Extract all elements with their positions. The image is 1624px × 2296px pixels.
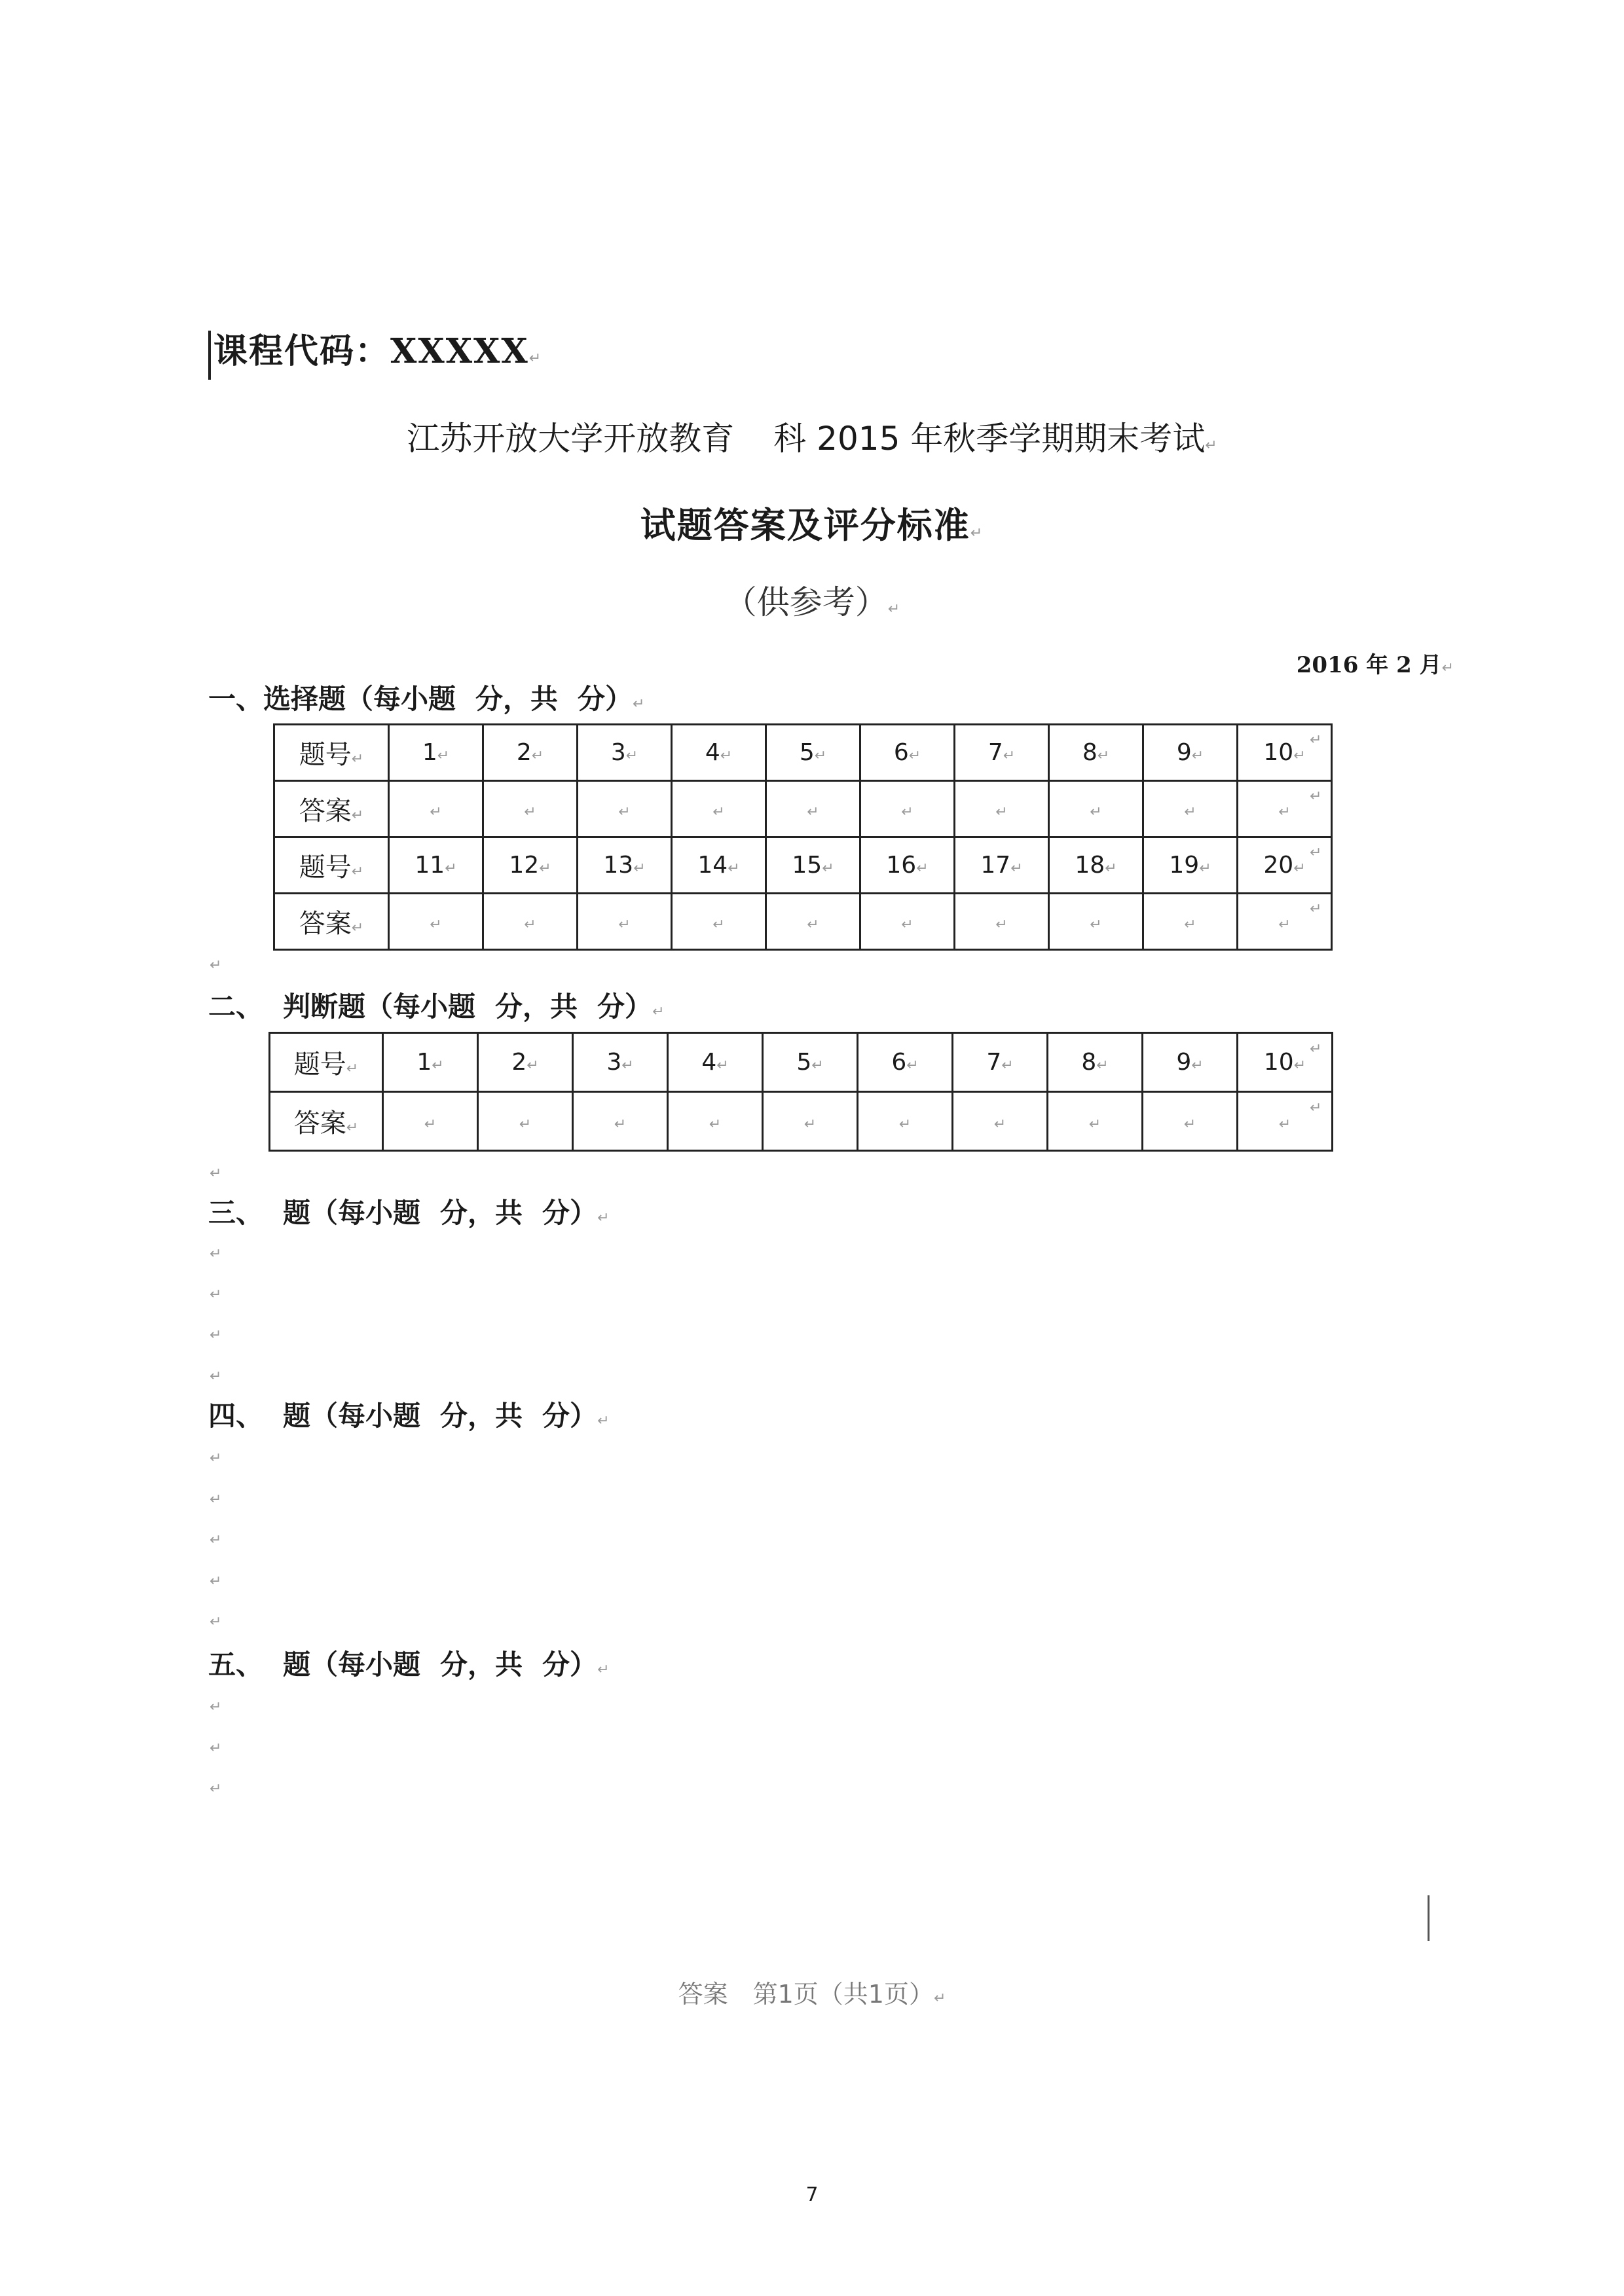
paragraph-mark: ↵ xyxy=(1010,860,1023,877)
paragraph-mark: ↵ xyxy=(1003,748,1016,764)
answer-cell[interactable] xyxy=(953,1092,1048,1151)
question-number: 12 xyxy=(509,852,540,879)
number-cell xyxy=(955,837,1049,894)
paragraph-mark: ↵ xyxy=(539,860,551,877)
row-end-mark: ↵ xyxy=(1310,1100,1322,1116)
number-cell xyxy=(478,1033,573,1092)
section-judge-label-b: 判断题（每小题 xyxy=(283,991,476,1023)
section-four-heading xyxy=(208,1398,610,1440)
reference-note xyxy=(0,576,1624,623)
paragraph-mark: ↵ xyxy=(995,917,1008,933)
question-number: 10 xyxy=(1263,1049,1294,1076)
question-number: 4 xyxy=(705,739,720,766)
section-five-heading xyxy=(208,1647,610,1688)
section-choice-score: 分，共 xyxy=(475,683,559,715)
paragraph-mark: ↵ xyxy=(424,1116,437,1133)
paragraph-mark: ↵ xyxy=(712,804,725,820)
paragraph-mark: ↵ xyxy=(916,860,929,877)
question-number: 18 xyxy=(1075,852,1105,879)
blank-line: ↵ xyxy=(210,1614,222,1630)
section-judge-score-end: 分） xyxy=(597,991,653,1023)
number-label-cell xyxy=(274,725,389,781)
question-number: 8 xyxy=(1082,739,1098,766)
section-three-label-b: 题（每小题 xyxy=(283,1197,421,1229)
question-number: 5 xyxy=(796,1049,812,1076)
answer-cell[interactable] xyxy=(578,894,672,950)
number-cell xyxy=(483,837,578,894)
section-three-score-end: 分） xyxy=(542,1197,598,1229)
course-code xyxy=(208,331,542,380)
paragraph-mark: ↵ xyxy=(901,804,913,820)
paragraph-mark: ↵ xyxy=(1293,748,1306,764)
paragraph-mark: ↵ xyxy=(597,1210,610,1226)
answer-label: 答案 xyxy=(299,796,352,826)
paragraph-mark: ↵ xyxy=(1097,748,1110,764)
paragraph-mark: ↵ xyxy=(633,696,645,712)
question-number: 11 xyxy=(415,852,445,879)
question-number: 9 xyxy=(1176,739,1192,766)
paragraph-mark: ↵ xyxy=(351,807,364,824)
school-line-part-a: 江苏开放大学开放教育 xyxy=(407,420,735,458)
paragraph-mark: ↵ xyxy=(346,1120,359,1136)
paragraph-mark: ↵ xyxy=(807,804,819,820)
answer-cell[interactable] xyxy=(483,781,578,837)
question-number: 8 xyxy=(1081,1049,1097,1076)
answer-cell[interactable] xyxy=(672,781,766,837)
answer-label: 答案 xyxy=(299,909,352,939)
section-three-score: 分，共 xyxy=(440,1197,523,1229)
number-cell xyxy=(578,837,672,894)
paragraph-mark: ↵ xyxy=(1441,660,1454,676)
paragraph-mark: ↵ xyxy=(1184,917,1196,933)
answer-cell[interactable] xyxy=(860,894,955,950)
paragraph-mark: ↵ xyxy=(625,748,638,764)
number-label-cell xyxy=(274,837,389,894)
paragraph-mark: ↵ xyxy=(720,748,733,764)
section-judge-label: 二、 xyxy=(208,991,264,1023)
paragraph-mark: ↵ xyxy=(346,1061,359,1077)
table-row xyxy=(274,725,1332,781)
number-cell xyxy=(860,837,955,894)
answer-cell[interactable] xyxy=(573,1092,668,1151)
paragraph-mark: ↵ xyxy=(901,917,913,933)
number-cell xyxy=(953,1033,1048,1092)
choice-answer-table xyxy=(273,723,1333,951)
answer-cell[interactable] xyxy=(766,894,860,950)
number-cell xyxy=(1143,837,1238,894)
table-row xyxy=(274,894,1332,950)
paragraph-mark: ↵ xyxy=(618,804,631,820)
paragraph-mark: ↵ xyxy=(933,1990,946,2007)
page-title-text: 试题答案及评分标准 xyxy=(640,504,970,546)
section-four-label-b: 题（每小题 xyxy=(283,1400,421,1432)
answer-cell[interactable] xyxy=(478,1092,573,1151)
section-three-label: 三、 xyxy=(208,1197,264,1229)
question-number: 16 xyxy=(886,852,917,879)
number-cell xyxy=(383,1033,478,1092)
question-number: 13 xyxy=(603,852,634,879)
number-cell xyxy=(672,725,766,781)
answer-cell[interactable] xyxy=(1143,781,1238,837)
paragraph-mark: ↵ xyxy=(614,1116,627,1133)
question-number: 9 xyxy=(1176,1049,1192,1076)
paragraph-mark: ↵ xyxy=(1191,748,1204,764)
row-end-mark: ↵ xyxy=(1310,788,1322,805)
paragraph-mark: ↵ xyxy=(898,1116,912,1133)
number-label: 题号 xyxy=(299,740,352,770)
answer-cell[interactable] xyxy=(1049,781,1143,837)
blank-line: ↵ xyxy=(210,1699,222,1715)
blank-line: ↵ xyxy=(210,1165,222,1182)
row-end-mark: ↵ xyxy=(1310,845,1322,861)
paragraph-mark: ↵ xyxy=(526,1057,539,1074)
paragraph-mark: ↵ xyxy=(528,350,543,367)
number-cell xyxy=(1143,1033,1238,1092)
paragraph-mark: ↵ xyxy=(445,860,457,877)
number-cell xyxy=(573,1033,668,1092)
paragraph-mark: ↵ xyxy=(1205,437,1217,454)
paragraph-mark: ↵ xyxy=(618,917,631,933)
paragraph-mark: ↵ xyxy=(728,860,740,877)
number-cell xyxy=(1049,725,1143,781)
section-four-score-end: 分） xyxy=(542,1400,598,1432)
paragraph-mark: ↵ xyxy=(1090,917,1102,933)
course-code-text: 课程代码：XXXXX xyxy=(213,331,529,371)
blank-line: ↵ xyxy=(210,1327,222,1343)
question-number: 15 xyxy=(792,852,822,879)
number-label: 题号 xyxy=(299,852,352,883)
number-cell xyxy=(668,1033,763,1092)
answer-cell[interactable] xyxy=(1143,894,1238,950)
text-cursor xyxy=(1428,1895,1430,1941)
section-five-score-end: 分） xyxy=(542,1649,598,1681)
section-judge-score: 分，共 xyxy=(495,991,578,1023)
question-number: 20 xyxy=(1263,852,1294,879)
paragraph-mark: ↵ xyxy=(597,1662,610,1678)
paragraph-mark: ↵ xyxy=(1090,804,1102,820)
reference-note-text: （供参考） xyxy=(724,583,888,621)
paragraph-mark: ↵ xyxy=(1184,804,1196,820)
question-number: 1 xyxy=(416,1049,432,1076)
answer-cell[interactable] xyxy=(763,1092,858,1151)
answer-cell[interactable] xyxy=(860,781,955,837)
page-title xyxy=(0,498,1624,548)
row-end-mark: ↵ xyxy=(1310,901,1322,917)
answer-label-cell xyxy=(270,1092,383,1151)
paragraph-mark: ↵ xyxy=(906,1057,919,1074)
section-choice-score-end: 分） xyxy=(578,683,633,715)
paragraph-mark: ↵ xyxy=(709,1116,722,1133)
number-cell xyxy=(389,837,483,894)
judge-answer-table xyxy=(268,1032,1333,1152)
blank-line: ↵ xyxy=(210,1491,222,1508)
section-five-score: 分，共 xyxy=(440,1649,523,1681)
blank-line: ↵ xyxy=(210,1450,222,1467)
paragraph-mark: ↵ xyxy=(822,860,834,877)
answer-cell[interactable] xyxy=(766,781,860,837)
section-choice-heading xyxy=(208,681,644,723)
answer-cell[interactable] xyxy=(955,894,1049,950)
paragraph-mark: ↵ xyxy=(519,1116,532,1133)
paragraph-mark: ↵ xyxy=(437,748,450,764)
question-number: 3 xyxy=(610,739,626,766)
paragraph-mark: ↵ xyxy=(351,864,364,880)
number-cell xyxy=(578,725,672,781)
paragraph-mark: ↵ xyxy=(1105,860,1117,877)
number-cell xyxy=(483,725,578,781)
section-four-score: 分，共 xyxy=(440,1400,523,1432)
paragraph-mark: ↵ xyxy=(633,860,646,877)
question-number: 6 xyxy=(893,739,909,766)
table-row xyxy=(274,781,1332,837)
paragraph-mark: ↵ xyxy=(712,917,725,933)
number-cell xyxy=(672,837,766,894)
paragraph-mark: ↵ xyxy=(1278,804,1291,820)
answer-cell[interactable] xyxy=(578,781,672,837)
blank-line: ↵ xyxy=(210,1740,222,1757)
section-four-label: 四、 xyxy=(208,1400,264,1432)
number-cell xyxy=(766,837,860,894)
number-cell xyxy=(763,1033,858,1092)
paragraph-mark: ↵ xyxy=(351,751,364,767)
question-number: 1 xyxy=(422,739,437,766)
paragraph-mark: ↵ xyxy=(811,1057,824,1074)
section-five-label: 五、 xyxy=(208,1649,264,1681)
answer-label: 答案 xyxy=(293,1108,346,1139)
row-end-mark: ↵ xyxy=(1310,732,1322,748)
answer-cell[interactable] xyxy=(955,781,1049,837)
number-label-cell xyxy=(270,1033,383,1092)
paragraph-mark: ↵ xyxy=(1293,860,1306,877)
paragraph-mark: ↵ xyxy=(597,1413,610,1429)
section-judge-heading xyxy=(208,989,665,1030)
exam-date-text: 2016 年 2 月 xyxy=(1296,652,1442,678)
page-number: 7 xyxy=(805,2183,819,2206)
paragraph-mark: ↵ xyxy=(531,748,544,764)
footer-text: 答案 第1页（共1页） xyxy=(678,1980,934,2009)
answer-cell[interactable] xyxy=(858,1092,953,1151)
table-row xyxy=(270,1033,1333,1092)
answer-cell[interactable] xyxy=(672,894,766,950)
paragraph-mark: ↵ xyxy=(716,1057,729,1074)
section-three-heading xyxy=(208,1195,610,1237)
paragraph-mark: ↵ xyxy=(351,920,364,936)
answer-cell[interactable] xyxy=(389,894,483,950)
paragraph-mark: ↵ xyxy=(970,525,984,541)
paragraph-mark: ↵ xyxy=(430,917,442,933)
paragraph-mark: ↵ xyxy=(887,601,900,617)
answer-cell[interactable] xyxy=(383,1092,478,1151)
paragraph-mark: ↵ xyxy=(432,1057,444,1074)
paragraph-mark: ↵ xyxy=(524,804,536,820)
question-number: 10 xyxy=(1263,739,1294,766)
answer-cell[interactable] xyxy=(1049,894,1143,950)
question-number: 4 xyxy=(701,1049,717,1076)
question-number: 3 xyxy=(606,1049,622,1076)
question-number: 2 xyxy=(516,739,532,766)
number-label: 题号 xyxy=(293,1049,346,1080)
school-line-part-b: 科 2015 年秋季学期期末考试 xyxy=(773,420,1206,458)
paragraph-mark: ↵ xyxy=(621,1057,634,1074)
number-cell xyxy=(766,725,860,781)
number-cell xyxy=(1143,725,1238,781)
blank-line: ↵ xyxy=(210,1573,222,1590)
number-cell xyxy=(860,725,955,781)
section-five-label-b: 题（每小题 xyxy=(283,1649,421,1681)
school-line xyxy=(0,412,1624,460)
paragraph-mark: ↵ xyxy=(1088,1116,1101,1133)
paragraph-mark: ↵ xyxy=(1191,1057,1204,1074)
paragraph-mark: ↵ xyxy=(1278,917,1291,933)
question-number: 5 xyxy=(799,739,815,766)
answer-label-cell xyxy=(274,894,389,950)
paragraph-mark: ↵ xyxy=(803,1116,817,1133)
section-choice-label: 一、选择题（每小题 xyxy=(208,683,456,715)
question-number: 19 xyxy=(1169,852,1200,879)
paragraph-mark: ↵ xyxy=(807,917,819,933)
number-cell xyxy=(955,725,1049,781)
question-number: 2 xyxy=(511,1049,527,1076)
paragraph-mark: ↵ xyxy=(430,804,442,820)
question-number: 14 xyxy=(697,852,728,879)
question-number: 6 xyxy=(891,1049,907,1076)
answer-cell[interactable] xyxy=(1143,1092,1238,1151)
blank-line: ↵ xyxy=(210,1532,222,1548)
question-number: 17 xyxy=(980,852,1011,879)
paragraph-mark: ↵ xyxy=(1278,1116,1291,1133)
table-row xyxy=(270,1092,1333,1151)
paragraph-mark: ↵ xyxy=(652,1004,665,1020)
paragraph-mark: ↵ xyxy=(1199,860,1211,877)
paragraph-mark: ↵ xyxy=(814,748,827,764)
blank-line: ↵ xyxy=(210,1781,222,1797)
number-cell xyxy=(389,725,483,781)
page-footer xyxy=(0,1974,1624,2010)
paragraph-mark: ↵ xyxy=(1293,1057,1306,1074)
question-number: 7 xyxy=(986,1049,1002,1076)
answer-cell[interactable] xyxy=(1048,1092,1143,1151)
row-end-mark: ↵ xyxy=(1310,1041,1322,1057)
blank-line: ↵ xyxy=(210,1286,222,1303)
question-number: 7 xyxy=(987,739,1003,766)
blank-line: ↵ xyxy=(210,1368,222,1385)
paragraph-mark: ↵ xyxy=(995,804,1008,820)
paragraph-mark: ↵ xyxy=(1183,1116,1196,1133)
number-cell xyxy=(858,1033,953,1092)
answer-cell[interactable] xyxy=(389,781,483,837)
paragraph-mark: ↵ xyxy=(993,1116,1006,1133)
number-cell xyxy=(1049,837,1143,894)
blank-line: ↵ xyxy=(210,957,222,974)
answer-label-cell xyxy=(274,781,389,837)
exam-date xyxy=(1297,647,1454,679)
paragraph-mark: ↵ xyxy=(1096,1057,1109,1074)
answer-cell[interactable] xyxy=(483,894,578,950)
table-row xyxy=(274,837,1332,894)
paragraph-mark: ↵ xyxy=(1001,1057,1014,1074)
paragraph-mark: ↵ xyxy=(524,917,536,933)
number-cell xyxy=(1048,1033,1143,1092)
blank-line: ↵ xyxy=(210,1246,222,1262)
paragraph-mark: ↵ xyxy=(908,748,921,764)
answer-cell[interactable] xyxy=(668,1092,763,1151)
